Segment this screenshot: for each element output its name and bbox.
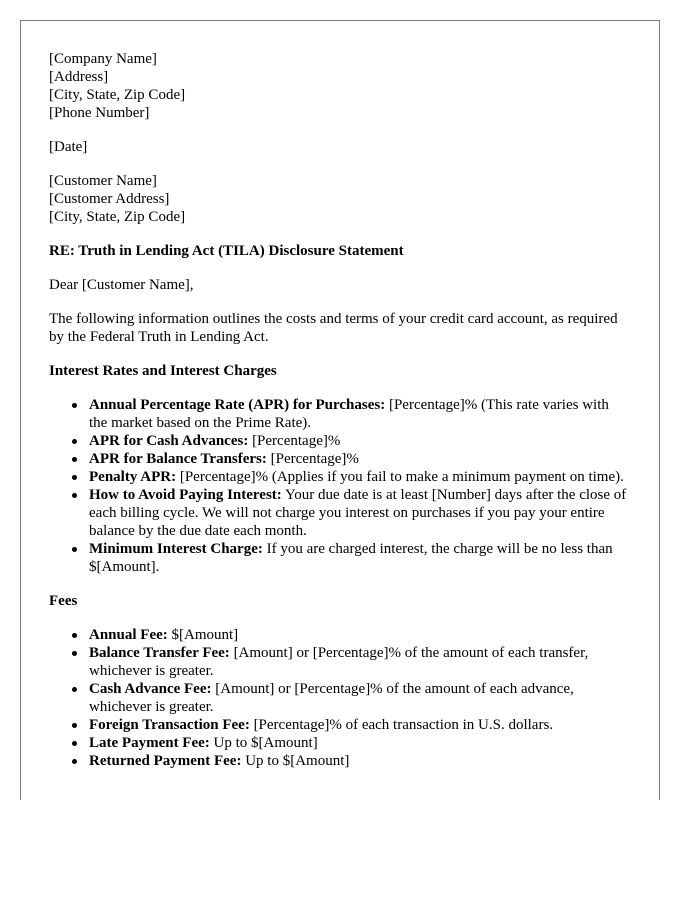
intro-paragraph: The following information outlines the costs and terms of your credit card account, as required by the Federal Truth in Lending Act. <box>49 311 618 345</box>
list-item <box>89 716 629 734</box>
sender-address <box>49 50 629 122</box>
interest-rates-list <box>49 396 629 576</box>
bullet-icon <box>72 741 77 746</box>
item-text: If you are charged interest, the charge will be no less than $[Amount]. <box>89 541 613 575</box>
item-text: [Amount] or [Percentage]% of the amount of each advance, whichever is greater. <box>89 681 574 715</box>
item-term: APR for Balance Transfers: <box>89 451 267 467</box>
bullet-icon <box>72 493 77 498</box>
item-text: Your due date is at least [Number] days after the close of each billing cycle. We will not charge you interest on purchases if you pay your entire balance by the due date each month. <box>89 487 627 539</box>
section-heading-interest-rates: Interest Rates and Interest Charges <box>49 363 277 379</box>
recipient-name: [Customer Name] <box>49 173 157 189</box>
fees-list <box>49 626 629 770</box>
recipient-address <box>49 172 629 226</box>
bullet-icon <box>72 439 77 444</box>
salutation: Dear [Customer Name], <box>49 277 194 293</box>
bullet-icon <box>72 457 77 462</box>
date-text: [Date] <box>49 139 88 155</box>
list-item <box>89 644 629 680</box>
list-item <box>89 450 629 468</box>
item-term: Annual Fee: <box>89 627 168 643</box>
item-text: [Percentage]% (Applies if you fail to make a minimum payment on time). <box>176 469 624 485</box>
item-text: [Percentage]% of each transaction in U.S. dollars. <box>249 717 554 733</box>
list-item <box>89 432 629 450</box>
item-text: [Percentage]% (This rate varies with the market based on the Prime Rate). <box>89 397 609 431</box>
sender-phone-number: [Phone Number] <box>49 105 150 121</box>
list-item <box>89 486 629 540</box>
list-item <box>89 680 629 716</box>
bullet-icon <box>72 547 77 552</box>
bullet-icon <box>72 687 77 692</box>
bullet-icon <box>72 651 77 656</box>
list-item <box>89 540 629 576</box>
item-term: Annual Percentage Rate (APR) for Purchases: <box>89 397 386 413</box>
list-item <box>89 734 629 752</box>
item-text: [Amount] or [Percentage]% of the amount of each transfer, whichever is greater. <box>89 645 589 679</box>
bullet-icon <box>72 723 77 728</box>
section-heading-fees: Fees <box>49 593 78 609</box>
sender-city-state-zip: [City, State, Zip Code] <box>49 87 186 103</box>
bullet-icon <box>72 633 77 638</box>
letter-body <box>49 50 629 786</box>
item-text: Up to $[Amount] <box>209 735 318 751</box>
item-text: $[Amount] <box>167 627 239 643</box>
item-term: Cash Advance Fee: <box>89 681 212 697</box>
subject-line: RE: Truth in Lending Act (TILA) Disclosure Statement <box>49 243 404 259</box>
bullet-icon <box>72 759 77 764</box>
bullet-icon <box>72 403 77 408</box>
item-term: Minimum Interest Charge: <box>89 541 263 557</box>
item-term: How to Avoid Paying Interest: <box>89 487 282 503</box>
list-item <box>89 396 629 432</box>
item-term: Late Payment Fee: <box>89 735 210 751</box>
item-term: Returned Payment Fee: <box>89 753 242 769</box>
item-term: Balance Transfer Fee: <box>89 645 230 661</box>
item-text: [Percentage]% <box>248 433 341 449</box>
item-term: Foreign Transaction Fee: <box>89 717 250 733</box>
item-text: [Percentage]% <box>266 451 359 467</box>
recipient-city-state-zip: [City, State, Zip Code] <box>49 209 186 225</box>
bullet-icon <box>72 475 77 480</box>
letter-page <box>20 20 660 800</box>
list-item <box>89 626 629 644</box>
item-text: Up to $[Amount] <box>241 753 350 769</box>
letter-date <box>49 138 629 156</box>
sender-company-name: [Company Name] <box>49 51 157 67</box>
recipient-street-address: [Customer Address] <box>49 191 170 207</box>
list-item <box>89 752 629 770</box>
list-item <box>89 468 629 486</box>
item-term: APR for Cash Advances: <box>89 433 249 449</box>
item-term: Penalty APR: <box>89 469 177 485</box>
sender-street-address: [Address] <box>49 69 109 85</box>
